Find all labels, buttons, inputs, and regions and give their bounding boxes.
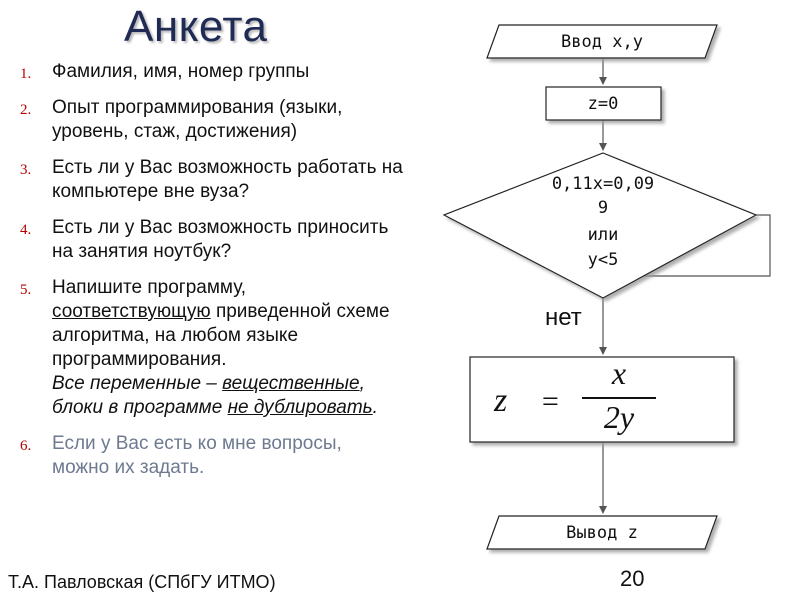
- question-text: Напишите программу,: [52, 277, 247, 298]
- question-text: Есть ли у Вас возможность приносить: [52, 217, 389, 238]
- question-text: Есть ли у Вас возможность работать на: [52, 157, 403, 178]
- underlined-text: соответствующую: [52, 301, 211, 322]
- list-number: 4.: [20, 222, 32, 238]
- question-text: компьютере вне вуза?: [52, 181, 250, 202]
- connectors: [603, 58, 770, 513]
- italic-text: .: [372, 397, 378, 418]
- question-text: уровень, стаж, достижения): [52, 121, 298, 142]
- question-text: можно их задать.: [52, 457, 205, 478]
- italic-text: блоки в программе: [52, 397, 228, 418]
- list-number: 1.: [20, 66, 32, 82]
- init-block-label: z=0: [587, 94, 619, 114]
- page-number: 20: [620, 566, 645, 591]
- list-number: 2.: [20, 102, 32, 118]
- question-text: алгоритма, на любом языке: [52, 325, 299, 346]
- list-number: 3.: [20, 162, 32, 178]
- underlined-text: не дублировать: [227, 397, 373, 418]
- input-block-label: Ввод x,y: [561, 32, 643, 52]
- question-text: Опыт программирования (языки,: [52, 97, 343, 118]
- underlined-text: вещественные: [222, 373, 360, 394]
- slide-title: Анкета: [124, 2, 268, 51]
- condition-line: y<5: [587, 250, 619, 270]
- formula-numerator: x: [611, 355, 627, 391]
- question-text: Фамилия, имя, номер группы: [52, 61, 310, 82]
- italic-text: Все переменные –: [52, 373, 223, 394]
- italic-text: ,: [359, 373, 365, 394]
- question-text: Если у Вас есть ко мне вопросы,: [52, 433, 342, 454]
- output-block-label: Вывод z: [566, 523, 638, 543]
- question-text: приведенной схеме: [210, 301, 390, 322]
- no-branch-label: нет: [545, 304, 582, 331]
- formula-block: [470, 357, 734, 442]
- condition-line: 0,11x=0,09: [551, 174, 655, 194]
- formula-denominator: 2y: [603, 399, 635, 435]
- condition-line: или: [587, 225, 619, 245]
- question-text: на занятия ноутбук?: [52, 241, 232, 262]
- condition-line: 9: [597, 198, 609, 218]
- list-number: 6.: [20, 438, 32, 454]
- footer-author: Т.А. Павловская (СПбГУ ИТМО): [8, 572, 276, 592]
- formula-equals: =: [540, 385, 561, 418]
- list-number: 5.: [20, 282, 32, 298]
- formula-lhs: z: [494, 382, 508, 419]
- question-text: программирования.: [52, 349, 227, 370]
